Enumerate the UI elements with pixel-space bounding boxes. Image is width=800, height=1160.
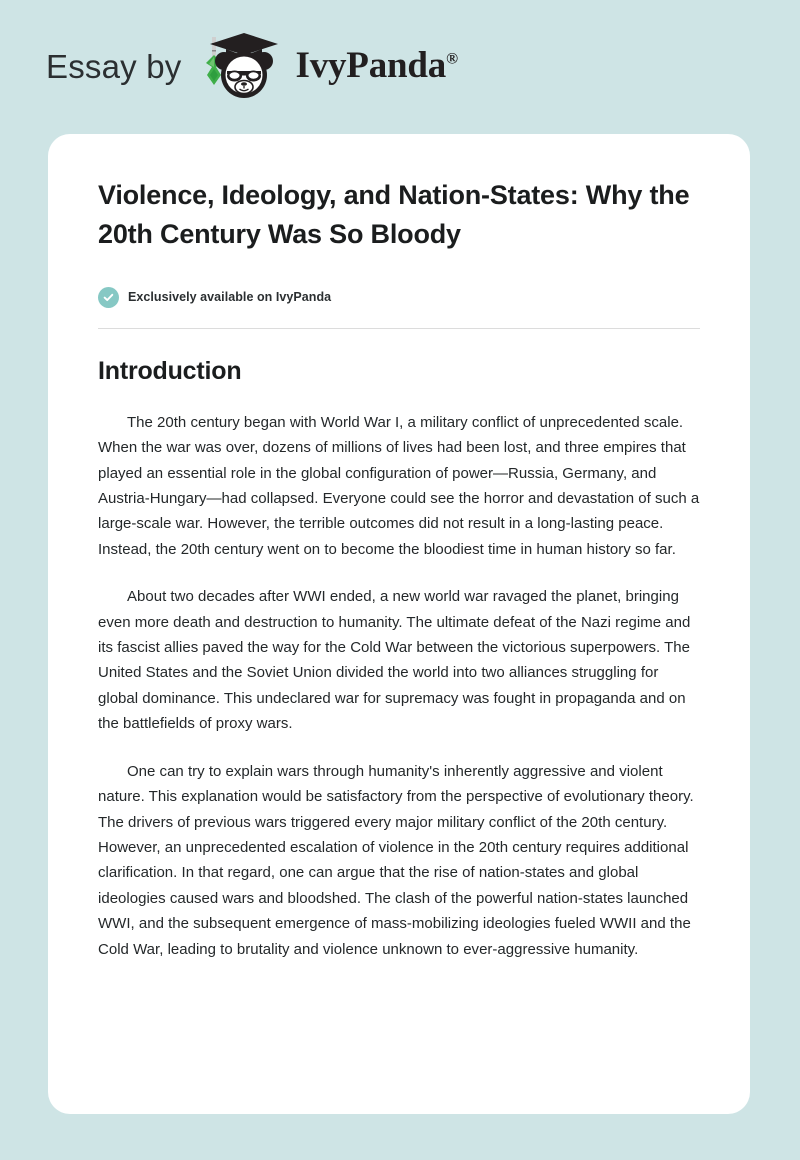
brand-name-text: IvyPanda — [295, 45, 447, 86]
status-badge — [98, 287, 700, 308]
check-circle-icon — [98, 287, 119, 308]
header-divider — [98, 328, 700, 329]
brand-wordmark — [296, 47, 458, 87]
paragraph: About two decades after WWI ended, a new world war ravaged the planet, bringing even more death and destruction to humanity. The ultimate defeat of the Nazi regime and its fascist allies paved the way for the Cold War between the victorious superpowers. The United States and the Soviet Union divided the world into two alliances struggling for global dominance. This undeclared war for supremacy was fought in propaganda and on the battlefields of proxy wars. — [98, 588, 691, 733]
essay-by-label: Essay by — [46, 47, 182, 85]
brand-logo-lockup[interactable] — [46, 31, 458, 103]
exclusive-availability-label: Exclusively available on IvyPanda — [128, 290, 332, 305]
section-heading-introduction: Introduction — [98, 356, 242, 385]
registered-mark: ® — [446, 50, 458, 68]
panda-graduate-logo-icon — [198, 31, 290, 103]
page-header — [0, 0, 800, 134]
paragraph: One can try to explain wars through humanity's inherently aggressive and violent nature. This explanation would be satisfactory from the perspective of evolutionary theory. The drivers of previous wars triggered every major military conflict of the 20th century. However, an unprecedented escalation of violence in the 20th century requires additional clarification. In that regard, one can argue that the rise of nation-states and global ideologies caused wars and bloodshed. The clash of the powerful nation-states launched WWI, and the subsequent emergence of mass-mobilizing ideologies fueled WWII and the Cold War, leading to brutality and violence unknown to ever-aggressive humanity. — [98, 762, 694, 958]
paragraph: The 20th century began with World War I, a military conflict of unprecedented scale. When the war was over, dozens of millions of lives had been lost, and three empires that played an essential role in the global configuration of power—Russia, Germany, and Austria-Hungary—had collapsed. Everyone could see the horror and devastation of such a large-scale war. However, the terrible outcomes did not result in a long-lasting peace. Instead, the 20th century went on to become the bloodiest time in human history so far. — [98, 413, 700, 558]
page-title: Violence, Ideology, and Nation-States: Why the 20th Century Was So Bloody — [98, 180, 690, 250]
essay-card — [48, 134, 750, 1114]
